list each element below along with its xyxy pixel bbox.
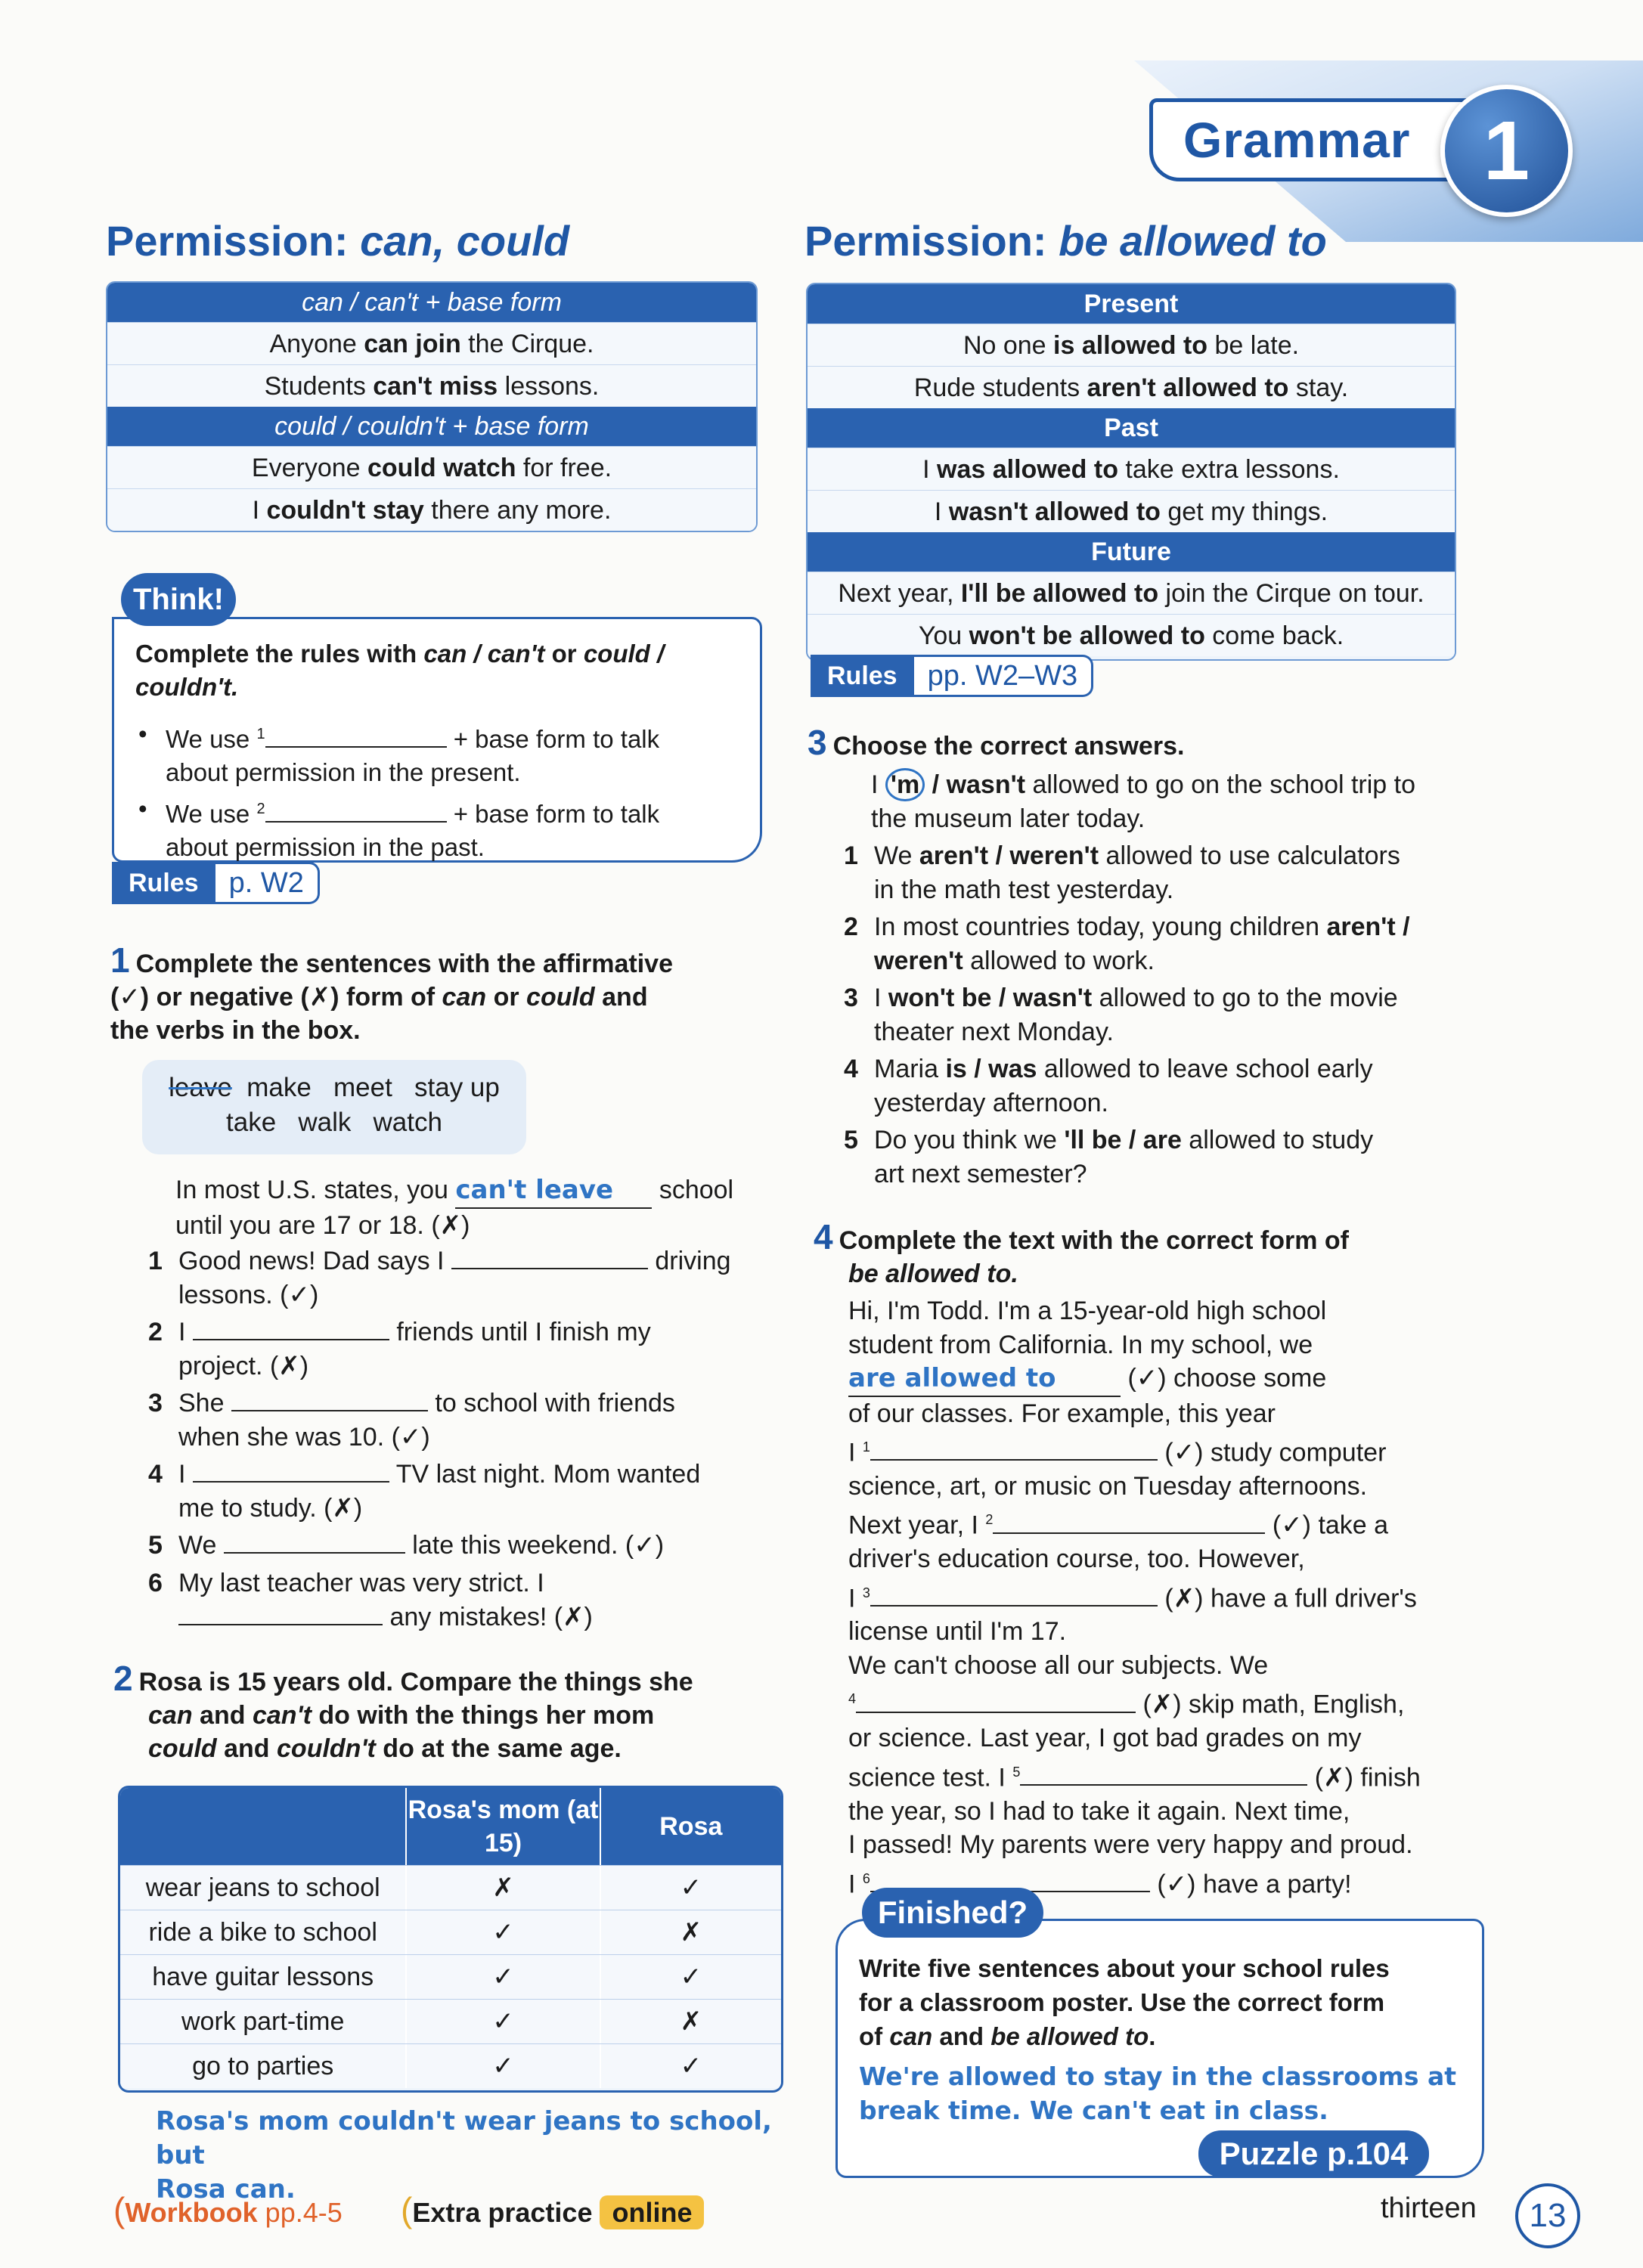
finished-instructions: Write five sentences about your school rules for a classroom poster. Use the correct form of can and be allowed to.	[859, 1954, 1390, 2050]
page-word: thirteen	[1381, 2192, 1477, 2224]
rules-page-link[interactable]: pp. W2–W3	[914, 655, 1094, 697]
exercise-1-item-4: 4 I TV last night. Mom wanted me to study. (✗)	[148, 1460, 701, 1523]
exercise-1-item-5: 5 We late this weekend. (✓)	[148, 1531, 665, 1560]
think-box	[112, 617, 762, 863]
table-row: Rude students aren't allowed to stay.	[808, 366, 1455, 408]
rules-label: Rules	[112, 862, 215, 904]
exercise-3-item-1: 1 We aren't / weren't allowed to use calculators in the math test yesterday.	[844, 841, 1400, 904]
right-section-title: Permission: be allowed to	[804, 217, 1327, 265]
think-badge: Think!	[121, 573, 236, 626]
think-rule-1: • We use $^1$ + base form to talk about permission in the present.	[138, 720, 660, 786]
be-allowed-to-table	[806, 283, 1456, 661]
table-row: wear jeans to school ✗ ✓	[120, 1865, 781, 1910]
column-header-mom: Rosa's mom (at 15)	[405, 1788, 599, 1865]
exercise-3-instructions: 3 Choose the correct answers.	[808, 723, 1185, 762]
workbook-reference[interactable]: (Workbook pp.4-5	[113, 2190, 343, 2229]
table-row: I wasn't allowed to get my things.	[808, 490, 1455, 532]
table-row: Everyone could watch for free.	[107, 446, 756, 488]
left-section-title: Permission: can, could	[106, 217, 570, 265]
right-rules-tab[interactable]	[811, 655, 1093, 697]
table-row: Students can't miss lessons.	[107, 364, 756, 407]
table-row: You won't be allowed to come back.	[808, 614, 1455, 656]
exercise-2-instructions: 2 Rosa is 15 years old. Compare the things she can and can't do with the things her mom could and couldn't do at the same age.	[113, 1659, 693, 1763]
rules-page-link[interactable]: p. W2	[215, 862, 320, 904]
table-row: have guitar lessons ✓ ✓	[120, 1954, 781, 1999]
table-row: ride a bike to school ✓ ✗	[120, 1910, 781, 1954]
table-header: Present	[808, 284, 1455, 324]
column-header-rosa: Rosa	[600, 1788, 781, 1865]
exercise-1-item-2: 2 I friends until I finish my project. (✗)	[148, 1318, 651, 1380]
word-box: leave make meet stay up take walk watch	[142, 1060, 526, 1154]
table-row: Next year, I'll be allowed to join the Cirque on tour.	[808, 572, 1455, 614]
table-header: Past	[808, 408, 1455, 448]
table-row: No one is allowed to be late.	[808, 324, 1455, 366]
table-header: can / can't + base form	[107, 283, 756, 322]
finished-badge: Finished?	[862, 1888, 1043, 1938]
think-instructions: Complete the rules with can / can't or could / couldn't.	[135, 640, 665, 701]
table-header: Future	[808, 532, 1455, 572]
exercise-3-item-5: 5 Do you think we 'll be / are allowed to study art next semester?	[844, 1126, 1374, 1188]
can-could-table	[106, 281, 758, 532]
exercise-1-item-6: 6 My last teacher was very strict. I any mistakes! (✗)	[148, 1569, 593, 1631]
finished-example-answer: We're allowed to stay in the classrooms at break time. We can't eat in class.	[859, 2062, 1457, 2125]
table-row: I was allowed to take extra lessons.	[808, 448, 1455, 490]
rules-label: Rules	[811, 655, 914, 697]
exercise-1-item-1: 1 Good news! Dad says I driving lessons. (✓)	[148, 1247, 731, 1309]
online-badge[interactable]: online	[600, 2195, 704, 2229]
exercise-1-instructions: 1 Complete the sentences with the affirmative (✓) or negative (✗) form of can or could and the verbs in the box.	[110, 940, 673, 1045]
table-row: I couldn't stay there any more.	[107, 488, 756, 531]
exercise-1-example: In most U.S. states, you can't leave school until you are 17 or 18. (✗)	[175, 1175, 734, 1240]
page-number: 13	[1515, 2183, 1580, 2248]
unit-number-badge: 1	[1440, 85, 1573, 217]
exercise-3-item-3: 3 I won't be / wasn't allowed to go to the movie theater next Monday.	[844, 984, 1398, 1046]
left-rules-tab[interactable]	[112, 862, 320, 904]
header-word: Grammar	[1183, 112, 1411, 168]
exercise-4-instructions: 4 Complete the text with the correct form of be allowed to.	[814, 1217, 1349, 1288]
extra-practice-reference[interactable]: (Extra practice online	[401, 2189, 704, 2230]
exercise-2-example-answer: Rosa's mom couldn't wear jeans to school, but Rosa can.	[156, 2106, 772, 2204]
table-header: could / couldn't + base form	[107, 407, 756, 446]
puzzle-link[interactable]: Puzzle p.104	[1198, 2130, 1429, 2177]
exercise-3-item-2: 2 In most countries today, young children aren't / weren't allowed to work.	[844, 912, 1410, 975]
table-row: go to parties ✓ ✓	[120, 2043, 781, 2088]
table-row: work part-time ✓ ✗	[120, 1999, 781, 2043]
exercise-3-example: I 'm / wasn't allowed to go on the school trip to the museum later today.	[871, 768, 1491, 836]
table-row: Anyone can join the Cirque.	[107, 322, 756, 364]
think-rule-2: • We use $^2$ + base form to talk about permission in the past.	[138, 795, 660, 861]
rosa-comparison-table	[118, 1786, 783, 2093]
exercise-4-text: Hi, I'm Todd. I'm a 15-year-old high school student from California. In my school, we are allowed to (✓) choose some of our classes. For example, this year I $^1$ (✓) study computer science, art, or music on Tuesday afternoons. Next year, I $^2$ (✓) take a driver's education course, too. However, I $^3$ (✗) have a full driver's license until I'm 17. We can't choose all our subjects. We $^4$ (✗) skip math, English, or science. Last year, I got bad grades on my science test. I $^5$ (✗) finish the year, so I had to take it again. Next time, I passed! My parents were very happy and proud. I $^6$ (✓) have a party!	[848, 1297, 1421, 1898]
table-header-row	[120, 1788, 781, 1865]
exercise-1-item-3: 3 She to school with friends when she was 10. (✓)	[148, 1389, 675, 1452]
exercise-3-item-4: 4 Maria is / was allowed to leave school early yesterday afternoon.	[844, 1055, 1373, 1117]
